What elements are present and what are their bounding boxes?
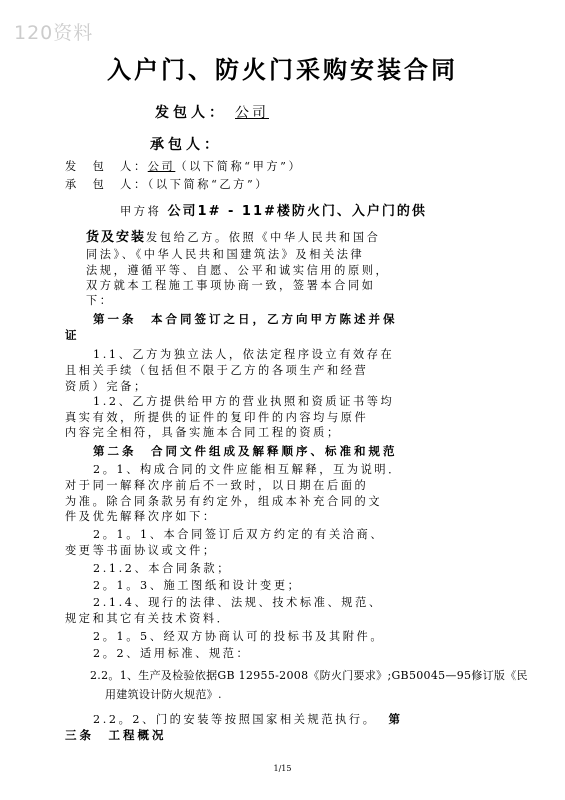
clause-1-2-line3: 内容完全相符，具备实施本合同工程的资质； <box>65 426 341 439</box>
item-2-1-5: 2。1。5、经双方协商认可的投标书及其附件。 <box>93 630 385 643</box>
article1-heading-cont: 证 <box>65 328 80 342</box>
intro-party-a <box>65 158 302 174</box>
para1-line5: 双方就本工程施工事项协商一致，签署本合同如 <box>86 279 376 292</box>
clause-1-1-line3: 资质）完备； <box>65 380 148 393</box>
clause-2-2-2 <box>93 711 403 727</box>
intro-a-note: （以下简称“甲方”） <box>175 160 303 173</box>
item-2-1-1-line2: 变更等书面协议或文件； <box>65 544 217 557</box>
item-2-1-4-line2: 规定和其它有关技术资料． <box>65 612 231 625</box>
item-2-1-4-line1: 2.1.4、现行的法律、法规、技术标准、规范、 <box>93 596 383 609</box>
clause-2-2: 2。2、适用标准、规范： <box>93 647 251 660</box>
item-2-1-1-line1: 2。1。1、本合同签订后双方约定的有关洽商、 <box>93 528 385 541</box>
item-2-1-3: 2。1。3、施工图纸和设计变更； <box>93 579 302 592</box>
intro-b-note: （以下简称“乙方”） <box>147 178 270 191</box>
para1-text: 甲方将 <box>120 205 162 218</box>
article3-heading-start: 第 <box>388 712 403 726</box>
para1-line1 <box>120 200 427 219</box>
para1-line4: 法规，遵循平等、自愿、公平和诚实信用的原则， <box>86 264 390 277</box>
watermark: 120资料 <box>14 22 94 44</box>
intro-party-b <box>65 176 269 192</box>
para1-project: 公司1# - 11#楼防火门、入户门的供 <box>167 204 427 219</box>
article3-heading: 三条 工程概况 <box>65 728 167 742</box>
party-a-line <box>155 102 269 122</box>
clause-2-1-line4: 件及优先解释次序如下： <box>65 510 217 523</box>
clause-2-2-1-line2: 用建筑设计防火规范》. <box>105 688 222 701</box>
party-b-label: 承包人： <box>150 137 222 153</box>
para1-line6: 下： <box>86 294 114 307</box>
clause-2-2-1-line1: 2.2。1、生产及检验依据GB 12955-2008《防火门要求》;GB50045—95修订版《民 <box>90 669 528 682</box>
intro-a-company: 公司 <box>147 160 176 173</box>
para1-line2 <box>86 226 380 245</box>
item-2-1-2: 2.1.2、本合同条款； <box>93 562 231 575</box>
para1-text: 发包给乙方。依照《中华人民共和国合 <box>146 231 381 244</box>
clause-1-2-line1: 1.2、乙方提供给甲方的营业执照和资质证书等均 <box>93 395 395 408</box>
page-title: 入户门、防火门采购安装合同 <box>107 56 458 84</box>
clause-1-2-line2: 真实有效，所提供的证件的复印件的内容均与原件 <box>65 411 369 424</box>
article2-heading: 第二条 合同文件组成及解释顺序、标准和规范 <box>93 444 398 458</box>
party-a-label: 发包人： <box>155 105 227 121</box>
clause-2-1-line2: 对于同一解释次序前后不一致时，以日期在后面的 <box>65 479 369 492</box>
article1-heading: 第一条 本合同签订之日，乙方向甲方陈述并保 <box>93 312 398 326</box>
clause-2-1-line3: 为准。除合同条款另有约定外，组成本补充合同的文 <box>65 495 383 508</box>
para1-line3: 同法》、《中华人民共和国建筑法》及相关法律 <box>86 248 365 261</box>
clause-2-1-line1: 2。1、构成合同的文件应能相互解释，互为说明． <box>93 463 402 476</box>
clause-1-1-line2: 且相关手续（包括但不限于乙方的各项生产和经营 <box>65 364 369 377</box>
clause-2-2-2-text: 2.2。2、门的安装等按照国家相关规范执行。 <box>93 713 377 726</box>
party-a-company: 公司 <box>235 105 269 121</box>
intro-b-label: 承 包 人： <box>65 178 148 191</box>
para1-scope: 货及安装 <box>86 230 147 245</box>
page-number: 1/15 <box>273 764 292 773</box>
intro-a-label: 发 包 人： <box>65 160 148 173</box>
clause-1-1-line1: 1.1、乙方为独立法人，依法定程序设立有效存在 <box>93 348 395 361</box>
